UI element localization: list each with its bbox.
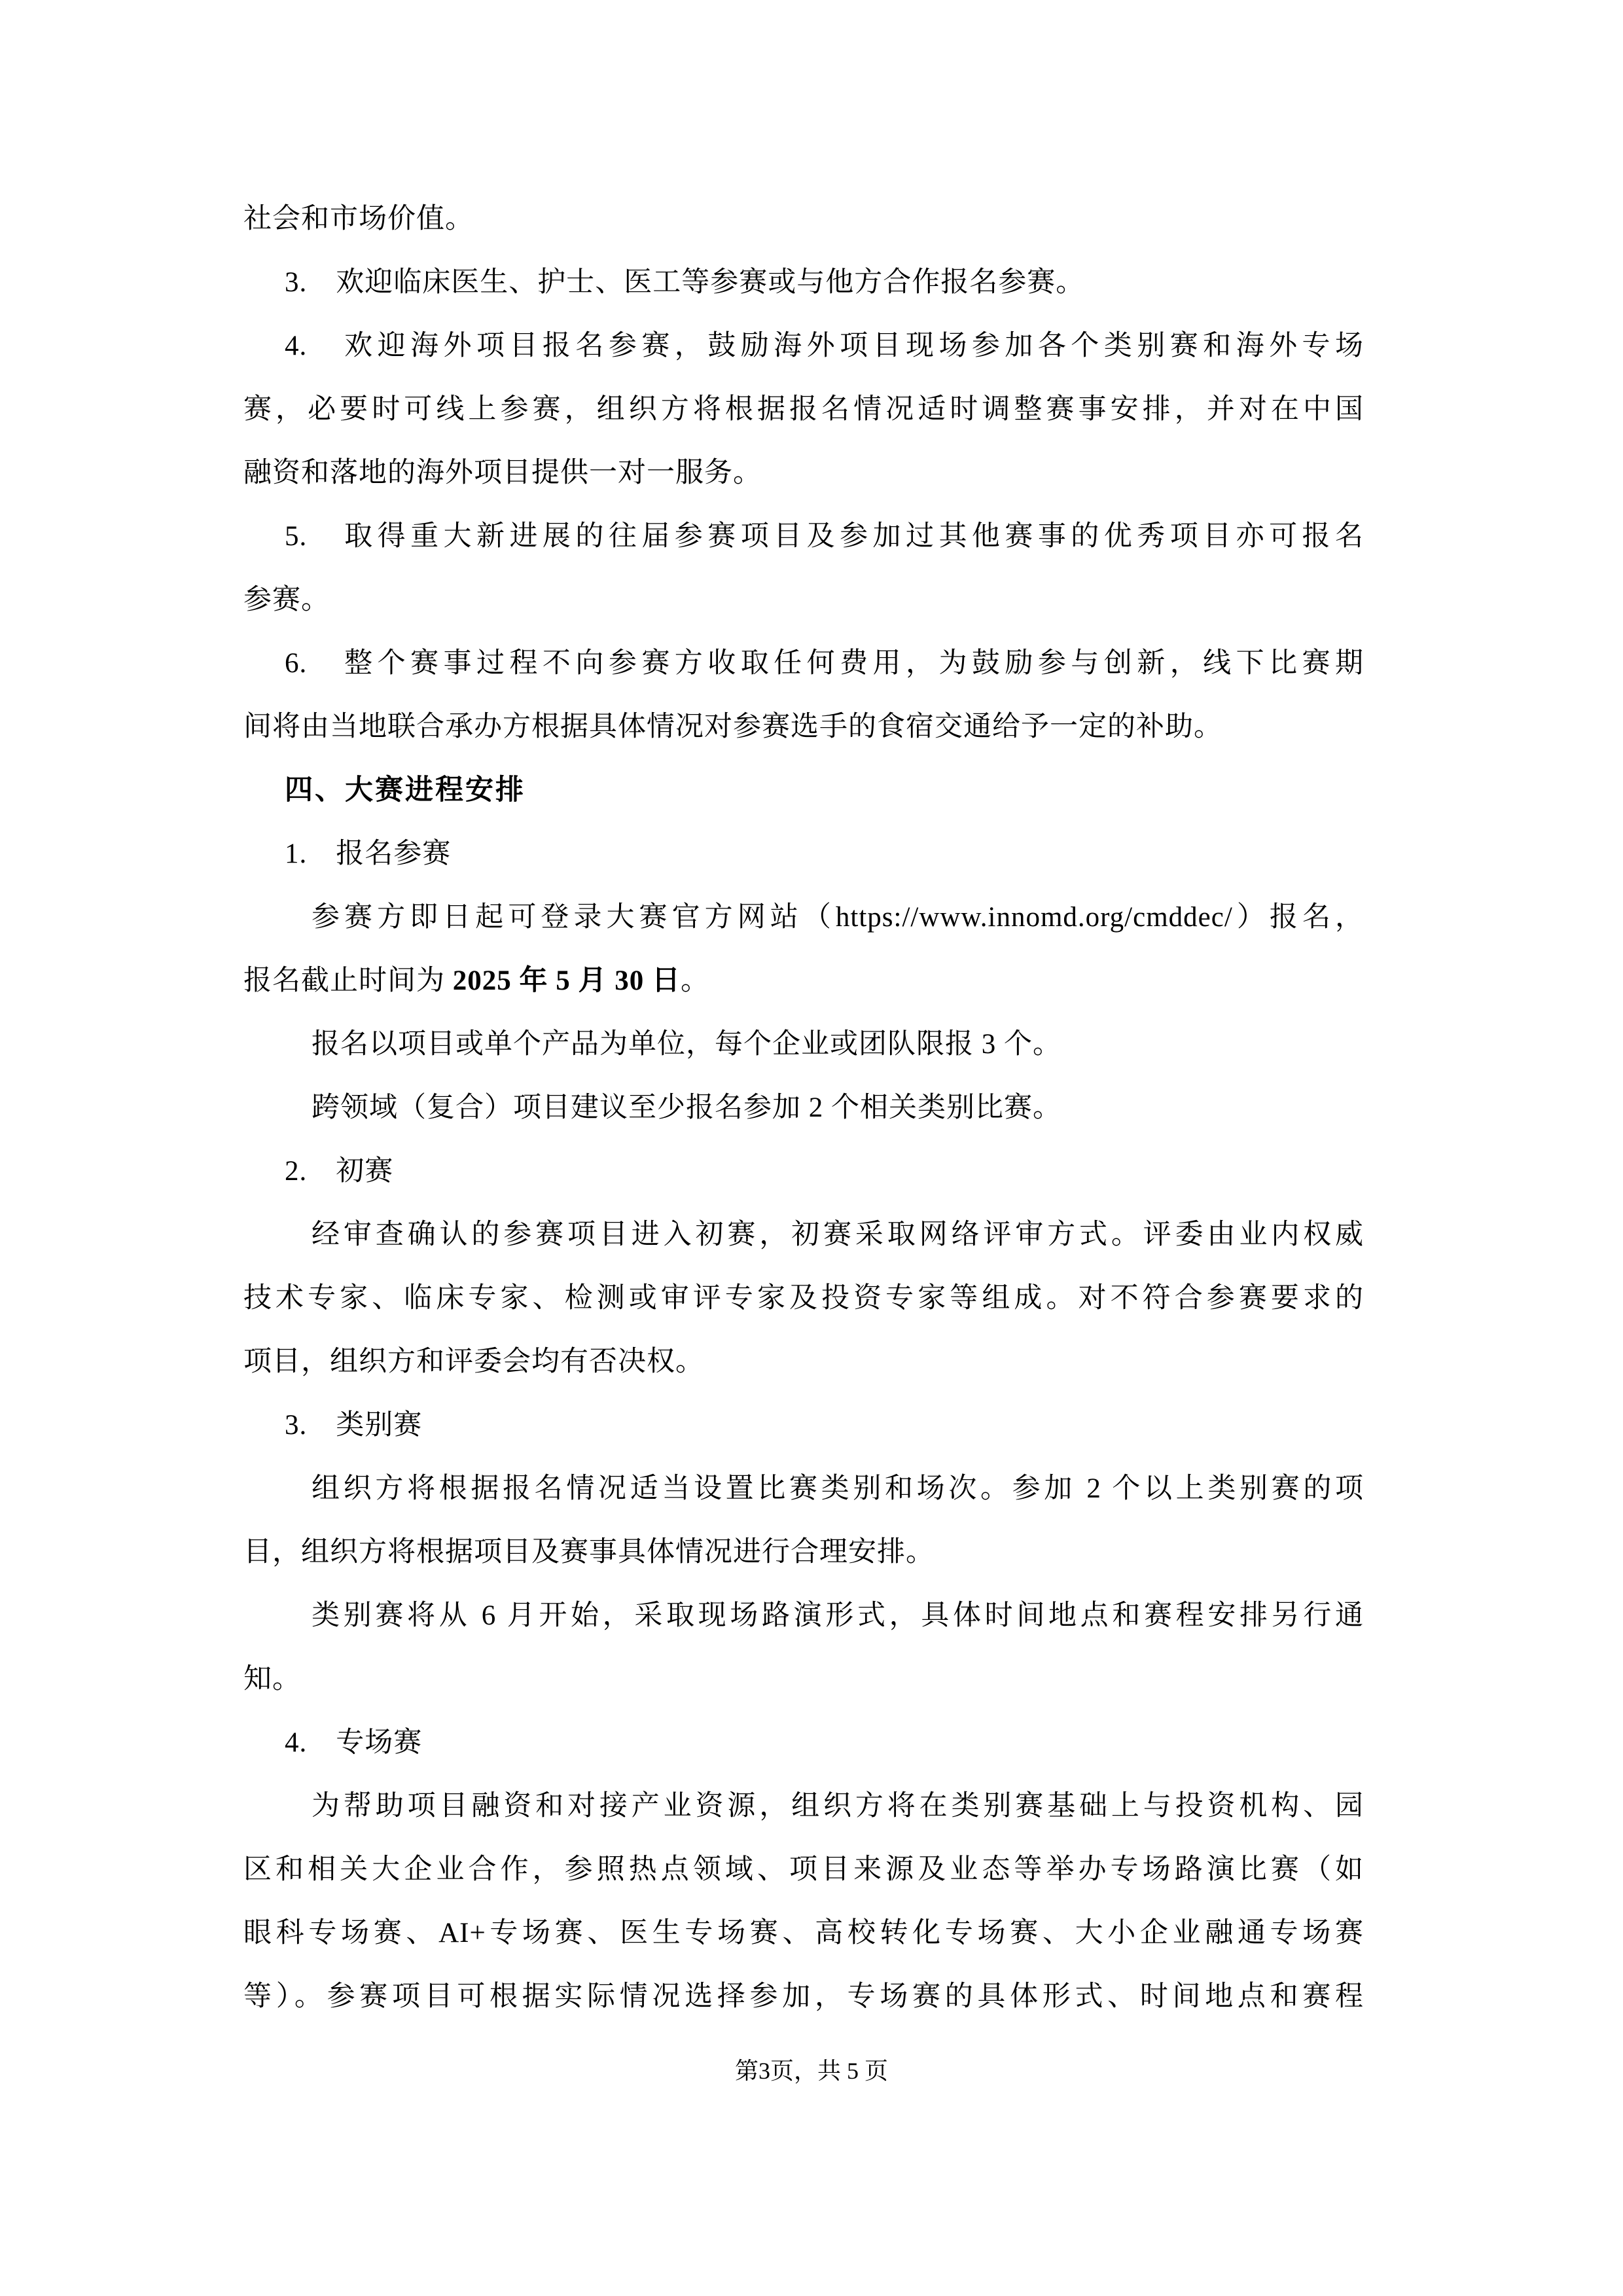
list-item-3-category: 3. 类别赛: [285, 1410, 423, 1441]
text-segment: 参赛方即日起可登录大赛官方网站（: [312, 902, 836, 933]
text-line: 区和相关大企业合作，参照热点领域、项目来源及业态等举办专场路演比赛（如: [243, 1854, 1364, 1885]
text-line: 跨领域（复合）项目建议至少报名参加 2 个相关类别比赛。: [312, 1092, 1061, 1123]
page-number: 第3页，共 5 页: [734, 2058, 888, 2084]
document-body: [243, 187, 1364, 2028]
text-line: 融资和落地的海外项目提供一对一服务。: [243, 457, 762, 488]
text-line: 为帮助项目融资和对接产业资源，组织方将在类别赛基础上与投资机构、园: [312, 1791, 1364, 1821]
deadline-line: [243, 949, 1364, 1013]
list-item-4-special: 4. 专场赛: [285, 1727, 423, 1758]
list-item-1-signup: 1. 报名参赛: [285, 838, 452, 869]
page-footer: [0, 2056, 1623, 2085]
list-item-6: 6. 整个赛事过程不向参赛方收取任何费用，为鼓励参与创新，线下比赛期: [285, 648, 1364, 679]
text-line: 等）。参赛项目可根据实际情况选择参加，专场赛的具体形式、时间地点和赛程: [243, 1981, 1364, 2012]
text-line: 眼科专场赛、AI+专场赛、医生专场赛、高校转化专场赛、大小企业融通专场赛: [243, 1918, 1364, 1948]
text-line-with-url: [243, 886, 1364, 949]
text-segment: 。: [681, 965, 709, 996]
section-heading: 四、大赛进程安排: [285, 774, 526, 806]
list-item-3: 3. 欢迎临床医生、护士、医工等参赛或与他方合作报名参赛。: [285, 267, 1085, 298]
list-item-4: 4. 欢迎海外项目报名参赛，鼓励海外项目现场参加各个类别赛和海外专场: [285, 331, 1364, 361]
text-line: 赛，必要时可线上参赛，组织方将根据报名情况适时调整赛事安排，并对在中国: [243, 394, 1364, 425]
para-continuation: 社会和市场价值。: [243, 204, 474, 234]
list-item-5: 5. 取得重大新进展的往届参赛项目及参加过其他赛事的优秀项目亦可报名: [285, 521, 1364, 552]
text-line: 经审查确认的参赛项目进入初赛，初赛采取网络评审方式。评委由业内权威: [312, 1219, 1364, 1250]
text-segment: 报名截止时间为: [243, 965, 453, 996]
text-line: 间将由当地联合承办方根据具体情况对参赛选手的食宿交通给予一定的补助。: [243, 711, 1222, 742]
competition-website-url: https://www.innomd.org/cmddec/: [835, 902, 1233, 933]
text-line: 项目，组织方和评委会均有否决权。: [243, 1346, 704, 1377]
text-line: 类别赛将从 6 月开始，采取现场路演形式，具体时间地点和赛程安排另行通: [312, 1600, 1364, 1631]
registration-deadline: 2025 年 5 月 30 日: [452, 965, 681, 996]
list-item-2-preliminary: 2. 初赛: [285, 1156, 394, 1187]
text-line: 组织方将根据报名情况适当设置比赛类别和场次。参加 2 个以上类别赛的项: [312, 1473, 1364, 1504]
text-line: 参赛。: [243, 584, 330, 615]
text-line: 目，组织方将根据项目及赛事具体情况进行合理安排。: [243, 1537, 935, 1568]
text-line: 报名以项目或单个产品为单位，每个企业或团队限报 3 个。: [312, 1029, 1061, 1060]
text-segment: ）报名，: [1232, 902, 1364, 933]
text-line: 技术专家、临床专家、检测或审评专家及投资专家等组成。对不符合参赛要求的: [243, 1283, 1364, 1314]
text-line: 知。: [243, 1664, 301, 1695]
